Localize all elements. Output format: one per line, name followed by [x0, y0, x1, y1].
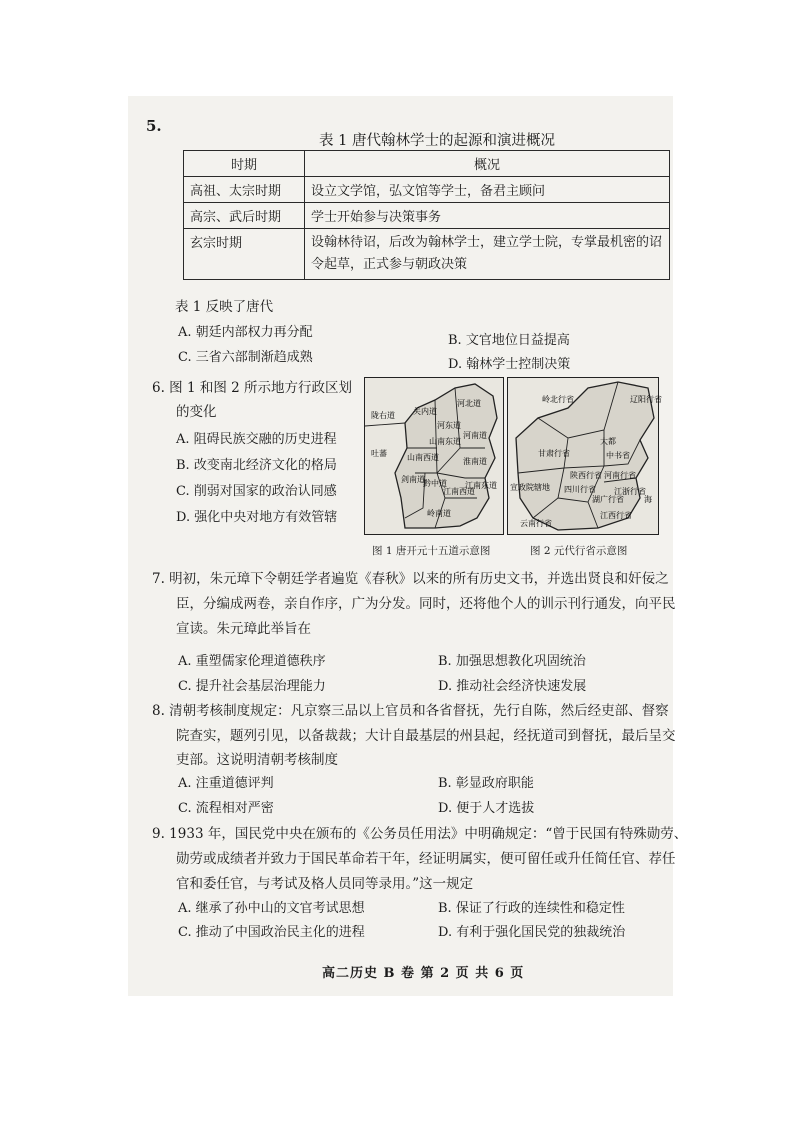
- q8-line2: 院查实，题列引见，以备裁裁；大计自最基层的州县起，经抚道司到督抚，最后呈交: [176, 728, 676, 744]
- map1-label: 江南西道: [443, 487, 475, 496]
- q5-option-a[interactable]: A. 朝廷内部权力再分配: [178, 325, 313, 340]
- q5-option-d[interactable]: D. 翰林学士控制决策: [448, 357, 571, 372]
- map2-label: 河南行省: [604, 471, 636, 480]
- q5-table: [183, 150, 670, 280]
- q8-option-d[interactable]: D. 便于人才选拔: [438, 801, 535, 816]
- table-cell: 设立文学馆，弘文馆等学士，备君主顾问: [305, 177, 670, 203]
- table-header-period: 时期: [184, 151, 305, 177]
- q7-option-b[interactable]: B. 加强思想教化巩固统治: [438, 654, 586, 669]
- map1-label: 吐蕃: [371, 449, 387, 458]
- q6-stem-line1: 6. 图 1 和图 2 所示地方行政区划: [152, 380, 353, 396]
- map1-label: 陇右道: [371, 411, 395, 420]
- table-cell: 高宗、武后时期: [184, 203, 305, 229]
- q9-line2: 勋劳或成绩者并致力于国民革命若干年，经证明属实，便可留任或升任简任官、荐任: [176, 851, 676, 867]
- q7-line1: 7. 明初，朱元璋下令朝廷学者遍览《春秋》以来的所有历史文书，并选出贤良和奸佞之: [152, 571, 669, 587]
- map-yuan-provinces: [507, 377, 662, 535]
- map1-label: 河北道: [457, 399, 481, 408]
- table-cell: 设翰林待诏，后改为翰林学士，建立学士院，专掌最机密的诏令起草，正式参与朝政决策: [305, 229, 670, 280]
- map2-label: 岭北行省: [542, 395, 574, 404]
- q8-option-b[interactable]: B. 彰显政府职能: [438, 776, 534, 791]
- q5-option-c[interactable]: C. 三省六部制渐趋成熟: [178, 350, 313, 365]
- map1-label: 黔中道: [423, 479, 447, 488]
- map2-label: 中书省: [606, 451, 630, 460]
- q6-stem-line2: 的变化: [176, 404, 217, 420]
- map1-label: 河东道: [437, 421, 461, 430]
- q6-option-b[interactable]: B. 改变南北经济文化的格局: [176, 458, 337, 473]
- map1-label: 关内道: [413, 407, 437, 416]
- q9-option-a[interactable]: A. 继承了孙中山的文官考试思想: [178, 901, 365, 916]
- table-cell: 学士开始参与决策事务: [305, 203, 670, 229]
- map2-label: 海: [644, 495, 652, 504]
- map2-label: 辽阳行省: [630, 395, 662, 404]
- map2-label: 云南行省: [520, 519, 552, 528]
- map2-label: 江西行省: [600, 511, 632, 520]
- q8-option-a[interactable]: A. 注重道德评判: [178, 776, 274, 791]
- map1-label: 山南东道: [429, 437, 461, 446]
- q6-option-a[interactable]: A. 阻碍民族交融的历史进程: [176, 432, 337, 447]
- q6-option-d[interactable]: D. 强化中央对地方有效管辖: [176, 510, 338, 525]
- q7-line3: 宣读。朱元璋此举旨在: [176, 621, 311, 637]
- q9-line3: 官和委任官，与考试及格人员同等录用。”这一规定: [176, 876, 474, 892]
- q7-option-a[interactable]: A. 重塑儒家伦理道德秩序: [178, 654, 326, 669]
- map2-label: 江浙行省: [614, 487, 646, 496]
- table-cell: 玄宗时期: [184, 229, 305, 280]
- map2-label: 甘肃行省: [538, 449, 570, 458]
- map1-label: 河南道: [463, 431, 487, 440]
- q7-line2: 臣，分编成两卷，亲自作序，广为分发。同时，还将他个人的训示刊行通发，向平民: [176, 596, 676, 612]
- q9-option-c[interactable]: C. 推动了中国政治民主化的进程: [178, 925, 365, 940]
- q9-line1: 9. 1933 年，国民党中央在颁布的《公务员任用法》中明确规定：“曾于民国有特殊勋劳、: [152, 826, 688, 842]
- q5-option-b[interactable]: B. 文官地位日益提高: [448, 333, 570, 348]
- map2-label: 大都: [600, 437, 616, 446]
- map2-caption: 图 2 元代行省示意图: [530, 545, 628, 557]
- map1-label: 剑南道: [401, 475, 425, 484]
- map2-label: 四川行省: [564, 485, 596, 494]
- map2-label: 陕西行省: [570, 471, 602, 480]
- map1-caption: 图 1 唐开元十五道示意图: [372, 545, 491, 557]
- q5-stem: 表 1 反映了唐代: [175, 299, 274, 315]
- page-footer: 高二历史 B 卷 第 2 页 共 6 页: [322, 966, 525, 981]
- q5-table-title: 表 1 唐代翰林学士的起源和演进概况: [319, 133, 555, 149]
- map1-label: 山南西道: [407, 453, 439, 462]
- q9-option-b[interactable]: B. 保证了行政的连续性和稳定性: [438, 901, 625, 916]
- q6-option-c[interactable]: C. 削弱对国家的政治认同感: [176, 484, 337, 499]
- map1-label: 江南东道: [465, 481, 497, 490]
- map2-label: 宣政院辖地: [510, 483, 550, 492]
- table-header-summary: 概况: [305, 151, 670, 177]
- q8-option-c[interactable]: C. 流程相对严密: [178, 801, 274, 816]
- q8-line3: 吏部。这说明清朝考核制度: [176, 752, 338, 768]
- q5-number: 5.: [146, 117, 162, 135]
- map-tang-fifteen-circuits: [364, 377, 504, 535]
- map1-label: 岭南道: [427, 509, 451, 518]
- table-cell: 高祖、太宗时期: [184, 177, 305, 203]
- q8-line1: 8. 清朝考核制度规定：凡京察三品以上官员和各省督抚，先行自陈，然后经吏部、督察: [152, 703, 669, 719]
- q7-option-d[interactable]: D. 推动社会经济快速发展: [438, 679, 587, 694]
- q9-option-d[interactable]: D. 有利于强化国民党的独裁统治: [438, 925, 626, 940]
- map2-label: 湖广行省: [592, 495, 624, 504]
- q7-option-c[interactable]: C. 提升社会基层治理能力: [178, 679, 326, 694]
- map1-label: 淮南道: [463, 457, 487, 466]
